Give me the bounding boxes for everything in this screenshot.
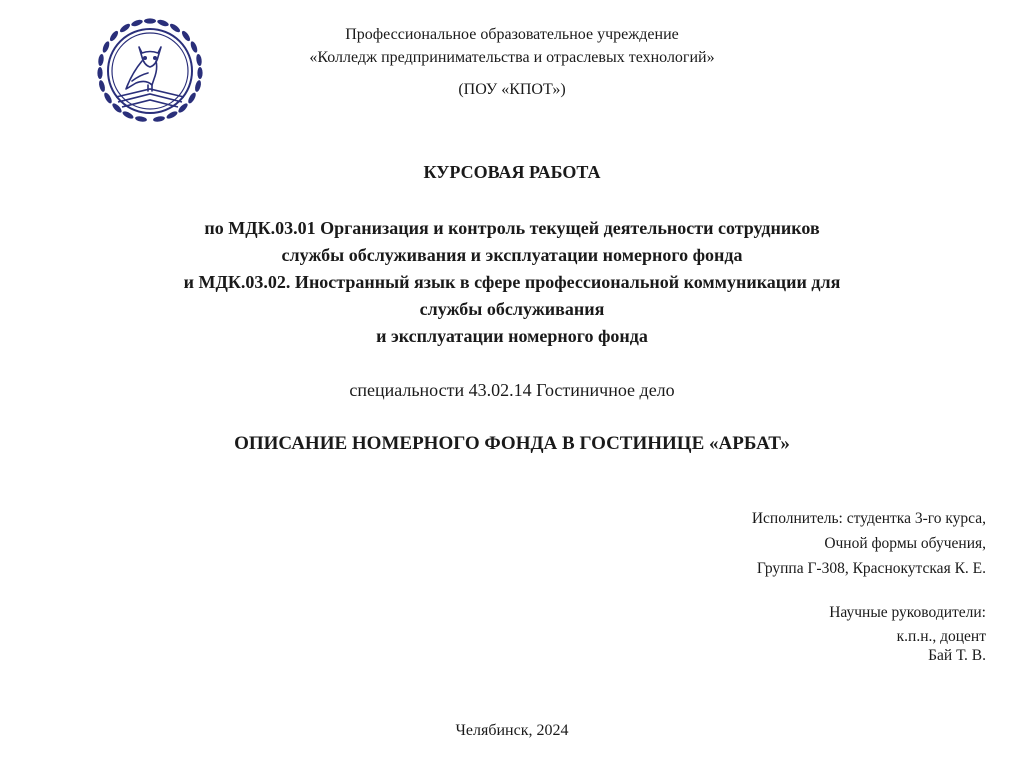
supervisor-name: Бай Т. В.: [928, 647, 986, 664]
subject-line-5: и эксплуатации номерного фонда: [376, 326, 648, 346]
supervisor-degree: к.п.н., доцент: [896, 628, 986, 645]
document-type-title: КУРСОВАЯ РАБОТА: [423, 162, 601, 182]
coursework-topic: ОПИСАНИЕ НОМЕРНОГО ФОНДА В ГОСТИНИЦЕ «АРБАТ»: [234, 433, 790, 454]
institution-line-2: «Колледж предпринимательства и отраслевых технологий»: [309, 49, 715, 66]
supervisors-block: [829, 602, 986, 665]
subject-line-1: по МДК.03.01 Организация и контроль текущей деятельности сотрудников: [204, 218, 820, 238]
subject-line-4: службы обслуживания: [419, 299, 605, 319]
city-year: Челябинск, 2024: [455, 722, 569, 739]
subject-line-3: и МДК.03.02. Иностранный язык в сфере профессиональной коммуникации для: [183, 272, 841, 292]
institution-short-name: (ПОУ «КПОТ»): [458, 81, 566, 98]
specialty-line: специальности 43.02.14 Гостиничное дело: [349, 380, 675, 400]
supervisors-label: Научные руководители:: [829, 604, 986, 621]
author-block: [752, 506, 986, 581]
subject-line-2: службы обслуживания и эксплуатации номерного фонда: [281, 245, 743, 265]
author-line-1: Исполнитель: студентка 3-го курса,: [751, 510, 986, 527]
author-line-3: Группа Г-308, Краснокутская К. Е.: [756, 560, 986, 577]
institution-line-1: Профессиональное образовательное учреждение: [345, 26, 679, 43]
author-line-2: Очной формы обучения,: [824, 535, 986, 552]
